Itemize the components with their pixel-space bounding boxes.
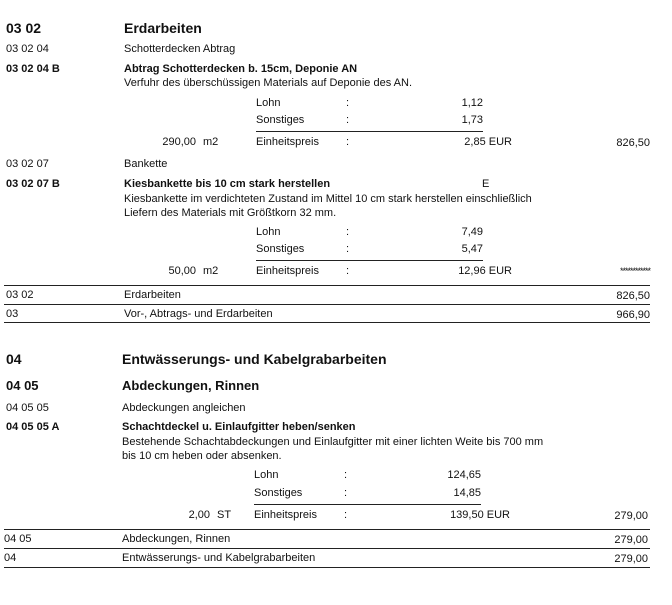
unit: m2 xyxy=(203,136,219,148)
colon: : xyxy=(344,487,348,499)
colon: : xyxy=(344,509,348,521)
summary-total: 279,00 xyxy=(614,534,648,546)
unit-price-label: Einheitspreis xyxy=(254,509,317,521)
item-description: bis 10 cm heben oder absenken. xyxy=(122,450,282,462)
summary-title: Vor-, Abtrags- und Erdarbeiten xyxy=(124,308,273,320)
unit-price-value: 12,96 EUR xyxy=(458,265,512,277)
lohn-label: Lohn xyxy=(256,226,281,238)
colon: : xyxy=(346,114,350,126)
lohn-value: 7,49 xyxy=(461,226,483,238)
item-code: 03 02 07 B xyxy=(6,178,60,190)
item-total: ************ xyxy=(619,266,650,276)
sonstiges-label: Sonstiges xyxy=(256,243,305,255)
unit-price-value: 139,50 EUR xyxy=(450,509,510,521)
lohn-label: Lohn xyxy=(254,469,279,481)
summary-total: 826,50 xyxy=(616,290,650,302)
item-description: Bestehende Schachtabdeckungen und Einlaufgitter mit einer lichten Weite bis 700 mm xyxy=(122,436,544,448)
summary-code: 04 05 xyxy=(4,533,32,545)
section-title: Entwässerungs- und Kabelgrabarbeiten xyxy=(122,351,387,367)
section-code: 04 05 xyxy=(6,378,39,393)
summary-rule xyxy=(4,304,650,305)
sonstiges-value: 1,73 xyxy=(461,114,483,126)
colon: : xyxy=(346,265,350,277)
summary-code: 03 xyxy=(6,308,19,320)
item-description: Liefern des Materials mit Größtkorn 32 mm. xyxy=(124,207,337,219)
summary-rule xyxy=(4,529,650,530)
summary-title: Entwässerungs- und Kabelgrabarbeiten xyxy=(122,552,316,564)
lohn-value: 1,12 xyxy=(461,97,483,109)
unit: m2 xyxy=(203,265,219,277)
sonstiges-value: 14,85 xyxy=(453,487,481,499)
quantity: 290,00 xyxy=(162,136,196,148)
position-title: Schotterdecken Abtrag xyxy=(124,43,236,55)
item-code: 03 02 04 B xyxy=(6,63,60,75)
summary-total: 279,00 xyxy=(614,553,648,565)
section-title: Erdarbeiten xyxy=(124,20,202,36)
sonstiges-label: Sonstiges xyxy=(256,114,305,126)
summary-rule xyxy=(4,567,650,568)
summary-code: 03 02 xyxy=(6,289,34,301)
position-code: 03 02 04 xyxy=(6,43,49,55)
item-title: Kiesbankette bis 10 cm stark herstellen xyxy=(124,178,331,190)
lohn-value: 124,65 xyxy=(447,469,481,481)
summary-rule xyxy=(4,548,650,549)
colon: : xyxy=(346,243,350,255)
colon: : xyxy=(344,469,348,481)
colon: : xyxy=(346,226,350,238)
sonstiges-value: 5,47 xyxy=(461,243,483,255)
item-description: Verfuhr des überschüssigen Materials auf Deponie des AN. xyxy=(124,77,412,89)
colon: : xyxy=(346,97,350,109)
lohn-label: Lohn xyxy=(256,97,281,109)
summary-rule xyxy=(4,285,650,286)
sonstiges-label: Sonstiges xyxy=(254,487,303,499)
section-title: Abdeckungen, Rinnen xyxy=(122,378,260,393)
item-title: Abtrag Schotterdecken b. 15cm, Deponie AN xyxy=(124,63,358,75)
position-title: Abdeckungen angleichen xyxy=(122,402,246,414)
summary-code: 04 xyxy=(4,552,17,564)
unit: ST xyxy=(217,509,232,521)
summary-title: Abdeckungen, Rinnen xyxy=(122,533,231,545)
quantity: 50,00 xyxy=(168,265,196,277)
item-flag: E xyxy=(482,178,490,190)
position-code: 03 02 07 xyxy=(6,158,49,170)
unit-price-label: Einheitspreis xyxy=(256,136,319,148)
section-code: 03 02 xyxy=(6,20,42,36)
colon: : xyxy=(346,136,350,148)
unit-price-label: Einheitspreis xyxy=(256,265,319,277)
section-code: 04 xyxy=(6,351,22,367)
subtotal-rule xyxy=(254,504,481,505)
summary-total: 966,90 xyxy=(616,309,650,321)
item-total: 279,00 xyxy=(614,510,648,522)
subtotal-rule xyxy=(256,260,483,261)
summary-title: Erdarbeiten xyxy=(124,289,181,301)
subtotal-rule xyxy=(256,131,483,132)
summary-rule xyxy=(4,322,650,323)
item-description: Kiesbankette im verdichteten Zustand im Mittel 10 cm stark herstellen einschließlich xyxy=(124,193,532,205)
unit-price-value: 2,85 EUR xyxy=(464,136,512,148)
item-total: 826,50 xyxy=(616,137,650,149)
position-code: 04 05 05 xyxy=(6,402,49,414)
item-code: 04 05 05 A xyxy=(6,421,60,433)
item-title: Schachtdeckel u. Einlaufgitter heben/senken xyxy=(122,421,356,433)
quantity: 2,00 xyxy=(188,509,210,521)
position-title: Bankette xyxy=(124,158,168,170)
